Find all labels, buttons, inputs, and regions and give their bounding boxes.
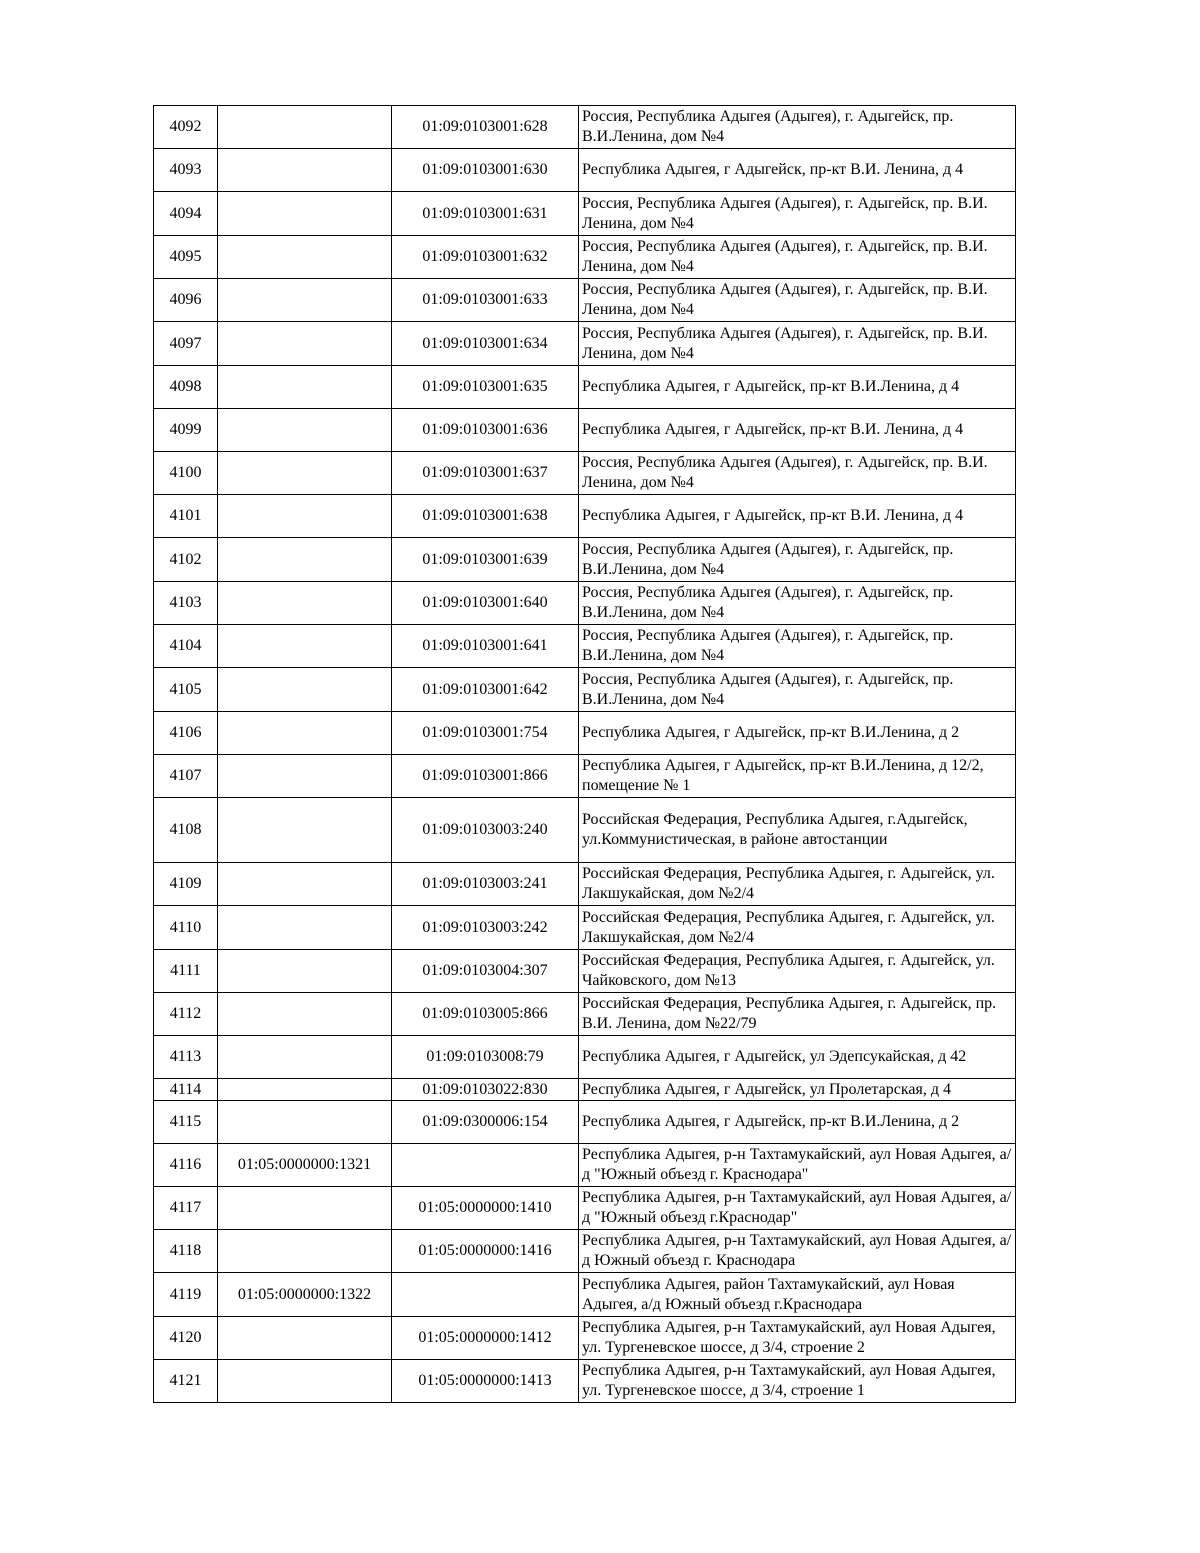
cadastral-number-cell bbox=[218, 712, 392, 755]
table-row bbox=[154, 1101, 1016, 1144]
cadastral-number-cell: 01:09:0103001:637 bbox=[392, 452, 579, 495]
table-row bbox=[154, 1273, 1016, 1317]
cadastral-number-cell bbox=[218, 755, 392, 798]
table-row bbox=[154, 1230, 1016, 1273]
address-cell: Республика Адыгея, р-н Тахтамукайский, аул Новая Адыгея, а/д "Южный объезд г. Краснодара" bbox=[579, 1144, 1016, 1187]
cadastral-number-cell: 01:09:0103001:642 bbox=[392, 668, 579, 712]
address-cell: Республика Адыгея, г Адыгейск, пр-кт В.И.Ленина, д 2 bbox=[579, 1101, 1016, 1144]
cadastral-number-cell bbox=[218, 906, 392, 950]
cadastral-number-cell bbox=[218, 798, 392, 863]
cadastral-number-cell bbox=[218, 538, 392, 582]
row-number-cell: 4095 bbox=[154, 236, 218, 279]
cadastral-number-cell bbox=[218, 1360, 392, 1403]
cadastral-number-cell: 01:09:0103001:640 bbox=[392, 582, 579, 625]
cadastral-number-cell bbox=[218, 149, 392, 192]
address-cell: Россия, Республика Адыгея (Адыгея), г. Адыгейск, пр. В.И. Ленина, дом №4 bbox=[579, 279, 1016, 322]
table-row bbox=[154, 712, 1016, 755]
table-row bbox=[154, 798, 1016, 863]
table-row bbox=[154, 1079, 1016, 1101]
row-number-cell: 4118 bbox=[154, 1230, 218, 1273]
row-number-cell: 4116 bbox=[154, 1144, 218, 1187]
row-number-cell: 4111 bbox=[154, 950, 218, 993]
table-row bbox=[154, 495, 1016, 538]
table-row bbox=[154, 538, 1016, 582]
row-number-cell: 4098 bbox=[154, 366, 218, 409]
cadastral-number-cell bbox=[218, 279, 392, 322]
address-cell: Россия, Республика Адыгея (Адыгея), г. Адыгейск, пр. В.И.Ленина, дом №4 bbox=[579, 625, 1016, 668]
cadastral-number-cell: 01:09:0103001:636 bbox=[392, 409, 579, 452]
address-cell: Республика Адыгея, г Адыгейск, ул Эдепсукайская, д 42 bbox=[579, 1036, 1016, 1079]
address-cell: Республика Адыгея, г Адыгейск, пр-кт В.И.Ленина, д 2 bbox=[579, 712, 1016, 755]
address-cell: Республика Адыгея, р-н Тахтамукайский, аул Новая Адыгея, ул. Тургеневское шоссе, д 3/4, строение 2 bbox=[579, 1317, 1016, 1360]
table-row bbox=[154, 1317, 1016, 1360]
cadastral-number-cell bbox=[218, 1187, 392, 1230]
row-number-cell: 4106 bbox=[154, 712, 218, 755]
cadastral-number-cell bbox=[392, 1273, 579, 1317]
cadastral-number-cell: 01:05:0000000:1412 bbox=[392, 1317, 579, 1360]
row-number-cell: 4115 bbox=[154, 1101, 218, 1144]
row-number-cell: 4103 bbox=[154, 582, 218, 625]
row-number-cell: 4104 bbox=[154, 625, 218, 668]
table-row bbox=[154, 625, 1016, 668]
address-cell: Россия, Республика Адыгея (Адыгея), г. Адыгейск, пр. В.И.Ленина, дом №4 bbox=[579, 668, 1016, 712]
address-cell: Россия, Республика Адыгея (Адыгея), г. Адыгейск, пр. В.И. Ленина, дом №4 bbox=[579, 236, 1016, 279]
row-number-cell: 4121 bbox=[154, 1360, 218, 1403]
cadastral-number-cell: 01:05:0000000:1321 bbox=[218, 1144, 392, 1187]
cadastral-number-cell: 01:09:0103001:639 bbox=[392, 538, 579, 582]
row-number-cell: 4109 bbox=[154, 863, 218, 906]
address-cell: Россия, Республика Адыгея (Адыгея), г. Адыгейск, пр. В.И. Ленина, дом №4 bbox=[579, 452, 1016, 495]
table-row bbox=[154, 1360, 1016, 1403]
cadastral-number-cell: 01:05:0000000:1410 bbox=[392, 1187, 579, 1230]
address-cell: Республика Адыгея, р-н Тахтамукайский, аул Новая Адыгея, ул. Тургеневское шоссе, д 3/4, строение 1 bbox=[579, 1360, 1016, 1403]
address-cell: Республика Адыгея, р-н Тахтамукайский, аул Новая Адыгея, а/д Южный объезд г. Краснодара bbox=[579, 1230, 1016, 1273]
table-row bbox=[154, 279, 1016, 322]
address-cell: Республика Адыгея, г Адыгейск, пр-кт В.И. Ленина, д 4 bbox=[579, 149, 1016, 192]
row-number-cell: 4113 bbox=[154, 1036, 218, 1079]
cadastral-number-cell: 01:09:0103001:628 bbox=[392, 106, 579, 149]
table-row bbox=[154, 1036, 1016, 1079]
address-cell: Республика Адыгея, г Адыгейск, пр-кт В.И. Ленина, д 4 bbox=[579, 495, 1016, 538]
address-cell: Российская Федерация, Республика Адыгея, г. Адыгейск, ул. Лакшукайская, дом №2/4 bbox=[579, 906, 1016, 950]
cadastral-number-cell: 01:09:0103005:866 bbox=[392, 993, 579, 1036]
property-table bbox=[153, 105, 1016, 1403]
cadastral-number-cell bbox=[218, 1317, 392, 1360]
cadastral-number-cell bbox=[218, 668, 392, 712]
cadastral-number-cell bbox=[218, 863, 392, 906]
row-number-cell: 4112 bbox=[154, 993, 218, 1036]
address-cell: Российская Федерация, Республика Адыгея, г. Адыгейск, ул. Чайковского, дом №13 bbox=[579, 950, 1016, 993]
cadastral-number-cell bbox=[218, 322, 392, 366]
address-cell: Россия, Республика Адыгея (Адыгея), г. Адыгейск, пр. В.И.Ленина, дом №4 bbox=[579, 538, 1016, 582]
cadastral-number-cell: 01:09:0103001:630 bbox=[392, 149, 579, 192]
table-row bbox=[154, 950, 1016, 993]
cadastral-number-cell: 01:09:0103001:634 bbox=[392, 322, 579, 366]
address-cell: Республика Адыгея, г Адыгейск, пр-кт В.И. Ленина, д 4 bbox=[579, 409, 1016, 452]
cadastral-number-cell bbox=[218, 950, 392, 993]
table-row bbox=[154, 582, 1016, 625]
row-number-cell: 4114 bbox=[154, 1079, 218, 1101]
cadastral-number-cell: 01:09:0103001:638 bbox=[392, 495, 579, 538]
cadastral-number-cell: 01:09:0103008:79 bbox=[392, 1036, 579, 1079]
cadastral-number-cell: 01:09:0103001:641 bbox=[392, 625, 579, 668]
address-cell: Россия, Республика Адыгея (Адыгея), г. Адыгейск, пр. В.И.Ленина, дом №4 bbox=[579, 106, 1016, 149]
table-row bbox=[154, 106, 1016, 149]
row-number-cell: 4094 bbox=[154, 192, 218, 236]
cadastral-number-cell bbox=[218, 1079, 392, 1101]
row-number-cell: 4099 bbox=[154, 409, 218, 452]
cadastral-number-cell: 01:09:0103022:830 bbox=[392, 1079, 579, 1101]
table-row bbox=[154, 1187, 1016, 1230]
row-number-cell: 4108 bbox=[154, 798, 218, 863]
row-number-cell: 4105 bbox=[154, 668, 218, 712]
cadastral-number-cell bbox=[218, 1230, 392, 1273]
cadastral-number-cell bbox=[218, 452, 392, 495]
row-number-cell: 4092 bbox=[154, 106, 218, 149]
cadastral-number-cell bbox=[392, 1144, 579, 1187]
table-row bbox=[154, 149, 1016, 192]
cadastral-number-cell: 01:09:0103001:866 bbox=[392, 755, 579, 798]
cadastral-number-cell bbox=[218, 1036, 392, 1079]
cadastral-number-cell: 01:09:0300006:154 bbox=[392, 1101, 579, 1144]
row-number-cell: 4120 bbox=[154, 1317, 218, 1360]
row-number-cell: 4117 bbox=[154, 1187, 218, 1230]
cadastral-number-cell: 01:09:0103001:635 bbox=[392, 366, 579, 409]
row-number-cell: 4107 bbox=[154, 755, 218, 798]
table-row bbox=[154, 452, 1016, 495]
table-row bbox=[154, 993, 1016, 1036]
table-row bbox=[154, 236, 1016, 279]
row-number-cell: 4096 bbox=[154, 279, 218, 322]
address-cell: Республика Адыгея, р-н Тахтамукайский, аул Новая Адыгея, а/д "Южный объезд г.Краснодар" bbox=[579, 1187, 1016, 1230]
cadastral-number-cell bbox=[218, 993, 392, 1036]
table-row bbox=[154, 322, 1016, 366]
cadastral-number-cell: 01:09:0103001:632 bbox=[392, 236, 579, 279]
address-cell: Российская Федерация, Республика Адыгея, г. Адыгейск, ул. Лакшукайская, дом №2/4 bbox=[579, 863, 1016, 906]
address-cell: Республика Адыгея, г Адыгейск, пр-кт В.И.Ленина, д 4 bbox=[579, 366, 1016, 409]
cadastral-number-cell bbox=[218, 409, 392, 452]
cadastral-number-cell bbox=[218, 192, 392, 236]
row-number-cell: 4102 bbox=[154, 538, 218, 582]
row-number-cell: 4101 bbox=[154, 495, 218, 538]
cadastral-number-cell: 01:09:0103004:307 bbox=[392, 950, 579, 993]
address-cell: Россия, Республика Адыгея (Адыгея), г. Адыгейск, пр. В.И. Ленина, дом №4 bbox=[579, 192, 1016, 236]
table-row bbox=[154, 409, 1016, 452]
cadastral-number-cell: 01:09:0103003:242 bbox=[392, 906, 579, 950]
row-number-cell: 4093 bbox=[154, 149, 218, 192]
table-row bbox=[154, 192, 1016, 236]
cadastral-number-cell bbox=[218, 236, 392, 279]
table-row bbox=[154, 1144, 1016, 1187]
address-cell: Российская Федерация, Республика Адыгея, г. Адыгейск, пр. В.И. Ленина, дом №22/79 bbox=[579, 993, 1016, 1036]
table-row bbox=[154, 863, 1016, 906]
cadastral-number-cell: 01:05:0000000:1322 bbox=[218, 1273, 392, 1317]
cadastral-number-cell: 01:09:0103001:633 bbox=[392, 279, 579, 322]
address-cell: Республика Адыгея, г Адыгейск, ул Пролетарская, д 4 bbox=[579, 1079, 1016, 1101]
cadastral-number-cell bbox=[218, 625, 392, 668]
address-cell: Россия, Республика Адыгея (Адыгея), г. Адыгейск, пр. В.И.Ленина, дом №4 bbox=[579, 582, 1016, 625]
cadastral-number-cell bbox=[218, 495, 392, 538]
cadastral-number-cell: 01:09:0103003:240 bbox=[392, 798, 579, 863]
address-cell: Республика Адыгея, район Тахтамукайский, аул Новая Адыгея, а/д Южный объезд г.Краснодара bbox=[579, 1273, 1016, 1317]
table-body bbox=[154, 106, 1016, 1403]
cadastral-number-cell: 01:09:0103001:754 bbox=[392, 712, 579, 755]
table-row bbox=[154, 906, 1016, 950]
row-number-cell: 4100 bbox=[154, 452, 218, 495]
cadastral-number-cell: 01:09:0103001:631 bbox=[392, 192, 579, 236]
cadastral-number-cell: 01:05:0000000:1416 bbox=[392, 1230, 579, 1273]
address-cell: Российская Федерация, Республика Адыгея, г.Адыгейск, ул.Коммунистическая, в районе автостанции bbox=[579, 798, 1016, 863]
cadastral-number-cell bbox=[218, 1101, 392, 1144]
cadastral-number-cell: 01:05:0000000:1413 bbox=[392, 1360, 579, 1403]
cadastral-number-cell bbox=[218, 582, 392, 625]
cadastral-number-cell bbox=[218, 366, 392, 409]
row-number-cell: 4097 bbox=[154, 322, 218, 366]
address-cell: Россия, Республика Адыгея (Адыгея), г. Адыгейск, пр. В.И. Ленина, дом №4 bbox=[579, 322, 1016, 366]
table-row bbox=[154, 366, 1016, 409]
table-row bbox=[154, 755, 1016, 798]
row-number-cell: 4110 bbox=[154, 906, 218, 950]
table-row bbox=[154, 668, 1016, 712]
cadastral-number-cell bbox=[218, 106, 392, 149]
address-cell: Республика Адыгея, г Адыгейск, пр-кт В.И.Ленина, д 12/2, помещение № 1 bbox=[579, 755, 1016, 798]
cadastral-number-cell: 01:09:0103003:241 bbox=[392, 863, 579, 906]
row-number-cell: 4119 bbox=[154, 1273, 218, 1317]
